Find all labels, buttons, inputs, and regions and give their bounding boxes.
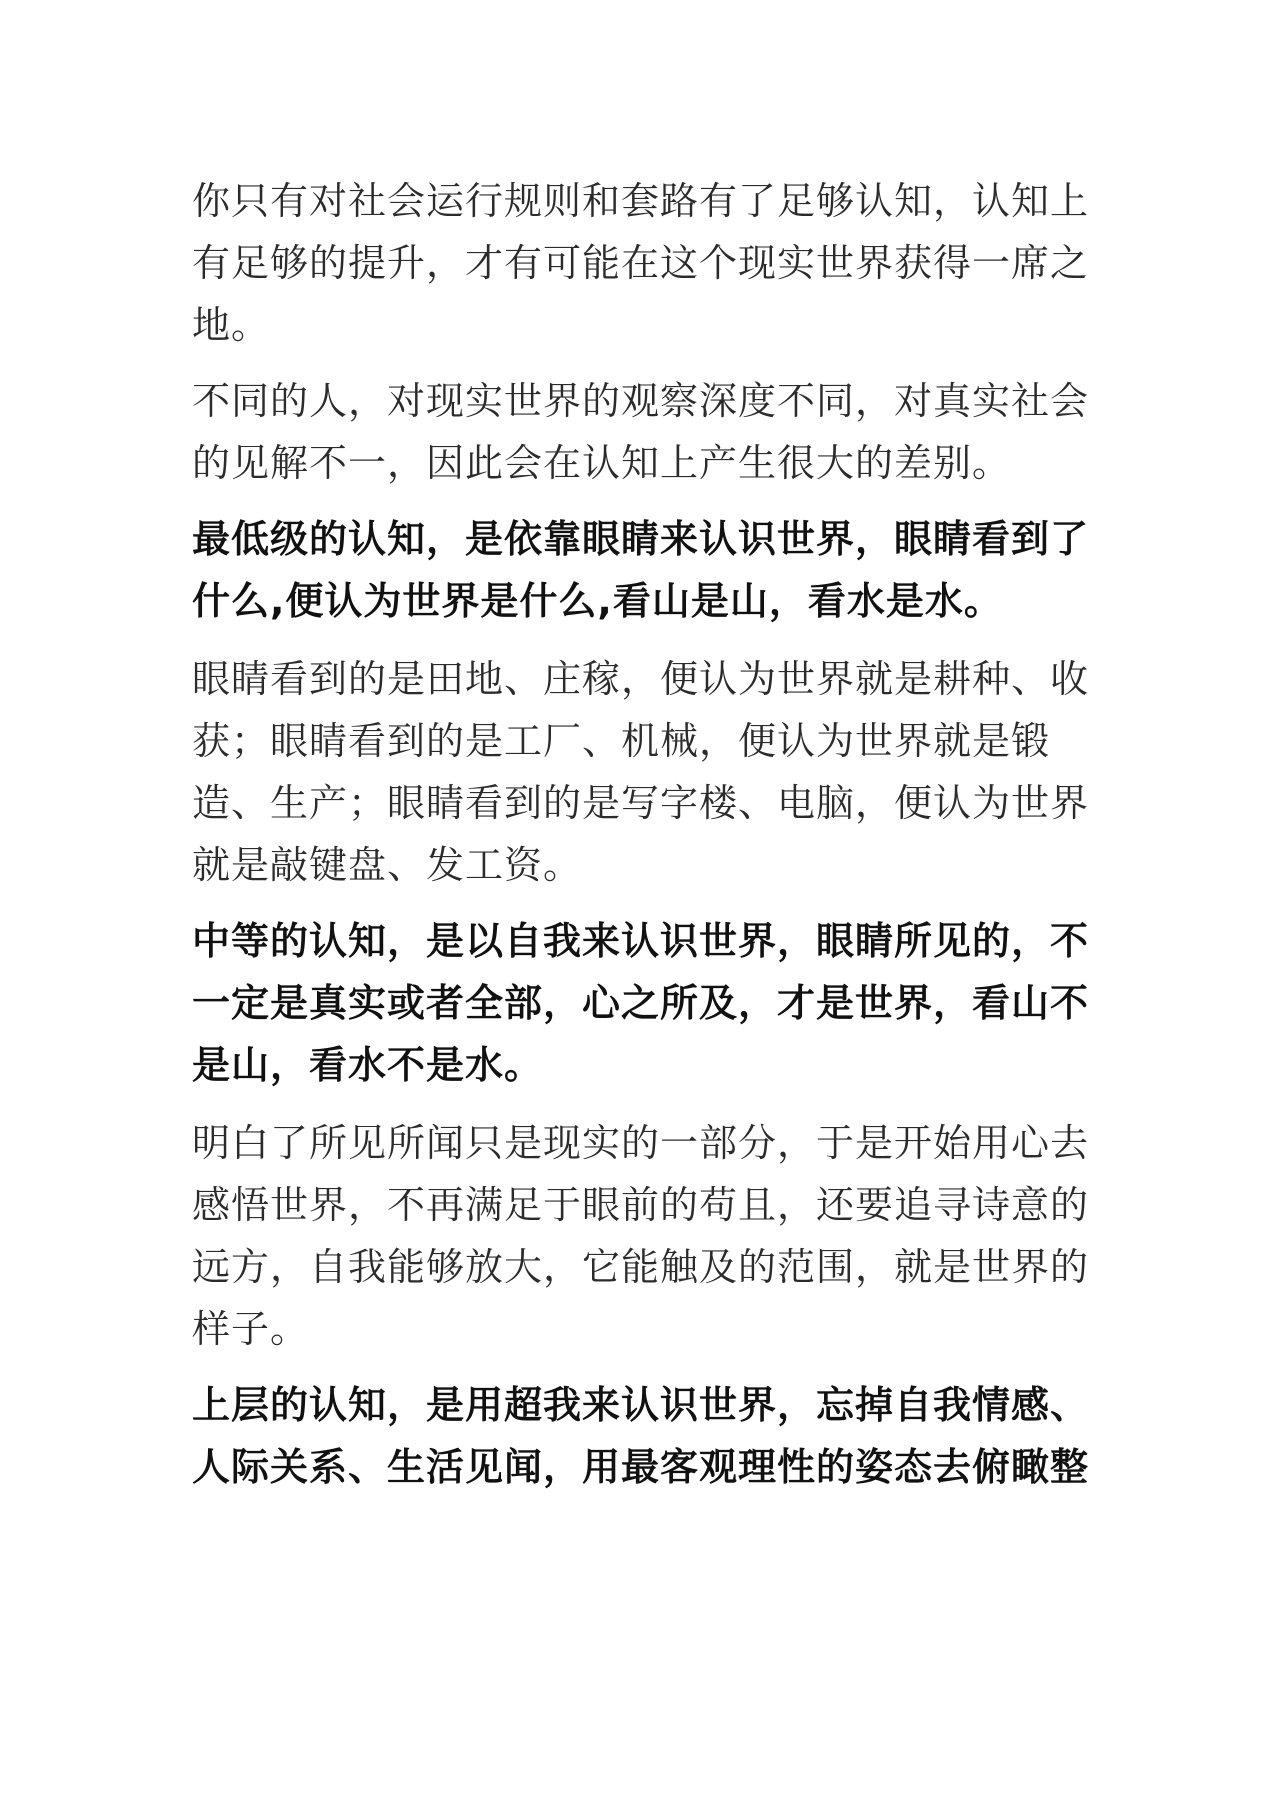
paragraph: 你只有对社会运行规则和套路有了足够认知，认知上有足够的提升，才有可能在这个现实世界获得一席之地。 (192, 179, 1090, 347)
bold-paragraph: 最低级的认知，是依靠眼睛来认识世界，眼睛看到了什么,便认为世界是什么,看山是山，看水是水。 (192, 517, 1090, 623)
paragraph: 眼睛看到的是田地、庄稼，便认为世界就是耕种、收获；眼睛看到的是工厂、机械，便认为世界就是锻造、生产；眼睛看到的是写字楼、电脑，便认为世界就是敲键盘、发工资。 (192, 657, 1090, 887)
bold-paragraph: 中等的认知，是以自我来认识世界，眼睛所见的，不一定是真实或者全部，心之所及，才是世界，看山不是山，看水不是水。 (192, 919, 1090, 1087)
paragraph: 明白了所见所闻只是现实的一部分，于是开始用心去感悟世界，不再满足于眼前的苟且，还要追寻诗意的远方，自我能够放大，它能触及的范围，就是世界的样子。 (192, 1121, 1090, 1351)
bold-paragraph: 上层的认知，是用超我来认识世界，忘掉自我情感、人际关系、生活见闻，用最客观理性的姿态去俯瞰整 (192, 1383, 1090, 1489)
article-body (192, 170, 1100, 1514)
paragraph: 不同的人，对现实世界的观察深度不同，对真实社会的见解不一，因此会在认知上产生很大的差别。 (192, 379, 1090, 485)
